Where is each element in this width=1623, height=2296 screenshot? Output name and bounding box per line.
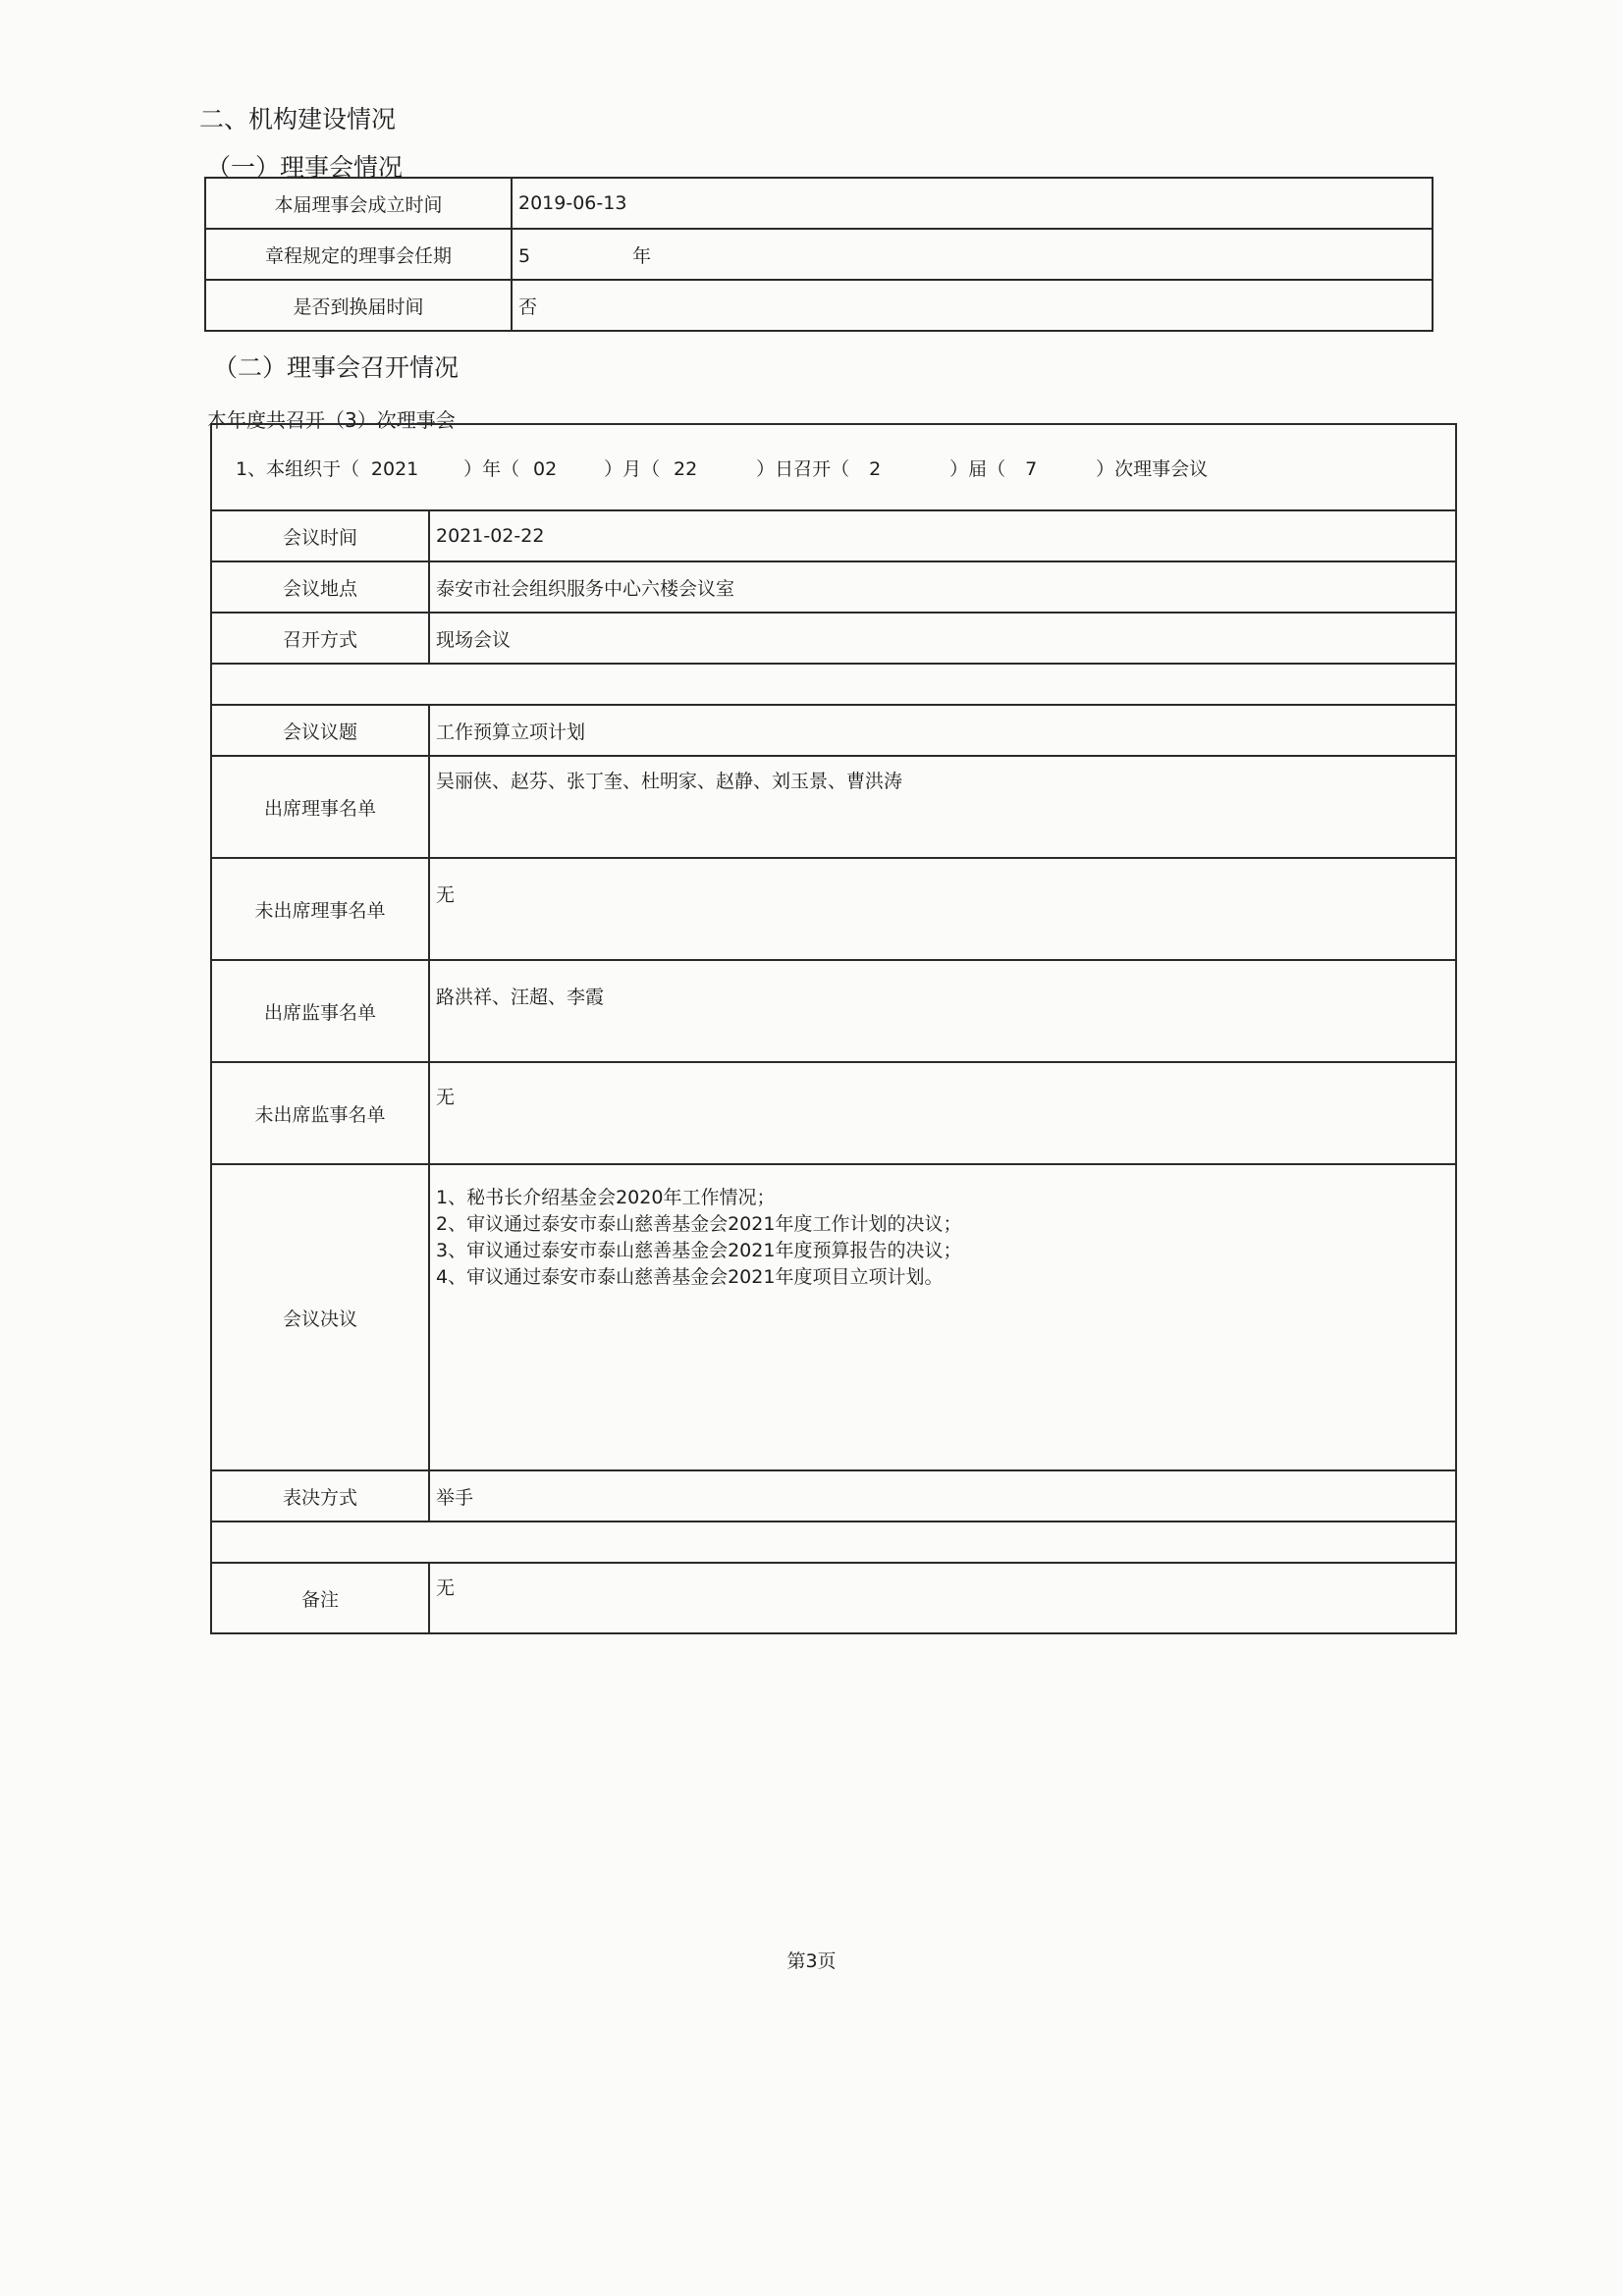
section-title: 二、机构建设情况 [199,105,397,133]
meeting-topic-label: 会议议题 [211,705,429,756]
present-directors-label: 出席理事名单 [211,756,429,858]
establish-date-label: 本届理事会成立时间 [205,178,512,229]
absent-directors-value: 无 [429,858,1456,960]
count-prefix: 本年度共召开（ [207,408,345,432]
meeting-session: 2 [869,457,882,480]
term-value: 5 [518,244,531,267]
header-text: 1、本组织于（ [236,457,360,480]
blank-row [211,664,1456,705]
term-label: 章程规定的理事会任期 [205,229,512,280]
term-expired-value: 否 [512,280,1433,331]
table-row [211,858,1456,960]
table-row [211,960,1456,1062]
header-text: ）次理事会议 [1096,457,1209,480]
meeting-mode-value: 现场会议 [429,613,1456,664]
table-row [211,1470,1456,1522]
table-row [211,756,1456,858]
meeting-topic-value: 工作预算立项计划 [429,705,1456,756]
table-row [211,1563,1456,1633]
meeting-month: 02 [533,457,558,480]
remark-label: 备注 [211,1563,429,1633]
meeting-count: 3 [345,408,357,432]
board-section-title: （一）理事会情况 [206,153,404,182]
table-row [211,705,1456,756]
present-directors-value: 吴丽侠、赵芬、张丁奎、杜明家、赵静、刘玉景、曹洪涛 [429,756,1456,858]
resolution-item: 2、审议通过泰安市泰山慈善基金会2021年度工作计划的决议； [436,1213,962,1235]
table-row [211,1062,1456,1164]
resolution-list [429,1164,1456,1470]
table-row [205,229,1433,280]
table-row [211,1522,1456,1563]
meeting-time-label: 会议时间 [211,510,429,561]
table-row [211,1164,1456,1470]
meeting-day: 22 [674,457,698,480]
meeting-place-label: 会议地点 [211,561,429,613]
table-row [205,280,1433,331]
header-text: ）届（ [949,457,1006,480]
term-expired-label: 是否到换届时间 [205,280,512,331]
count-suffix: ）次理事会 [356,408,456,432]
meetings-section-title: （二）理事会召开情况 [213,353,460,382]
resolution-item: 4、审议通过泰安市泰山慈善基金会2021年度项目立项计划。 [436,1266,944,1288]
table-row [211,613,1456,664]
vote-value: 举手 [429,1470,1456,1522]
board-info-table [204,177,1434,332]
present-supervisors-value: 路洪祥、汪超、李霞 [429,960,1456,1062]
vote-label: 表决方式 [211,1470,429,1522]
absent-supervisors-label: 未出席监事名单 [211,1062,429,1164]
resolution-item: 3、审议通过泰安市泰山慈善基金会2021年度预算报告的决议； [436,1240,962,1261]
resolution-label: 会议决议 [211,1164,429,1470]
meeting-year: 2021 [370,457,419,480]
meeting-header [211,424,1456,510]
meeting-place-value: 泰安市社会组织服务中心六楼会议室 [429,561,1456,613]
table-row [211,510,1456,561]
term-unit: 年 [632,244,652,267]
meeting-mode-label: 召开方式 [211,613,429,664]
table-row [211,424,1456,510]
header-text: ）年（ [463,457,520,480]
table-row [205,178,1433,229]
absent-directors-label: 未出席理事名单 [211,858,429,960]
meeting-time-value: 2021-02-22 [429,510,1456,561]
remark-value: 无 [429,1563,1456,1633]
resolution-item: 1、秘书长介绍基金会2020年工作情况； [436,1187,776,1208]
blank-row [211,1522,1456,1563]
term-cell [512,229,1433,280]
establish-date-value: 2019-06-13 [512,178,1433,229]
page-number: 第3页 [786,1950,837,1972]
absent-supervisors-value: 无 [429,1062,1456,1164]
table-row [211,561,1456,613]
present-supervisors-label: 出席监事名单 [211,960,429,1062]
header-text: ）日召开（ [756,457,850,480]
meeting-table [210,423,1457,1634]
table-row [211,664,1456,705]
meeting-number: 7 [1025,457,1038,480]
header-text: ）月（ [604,457,661,480]
